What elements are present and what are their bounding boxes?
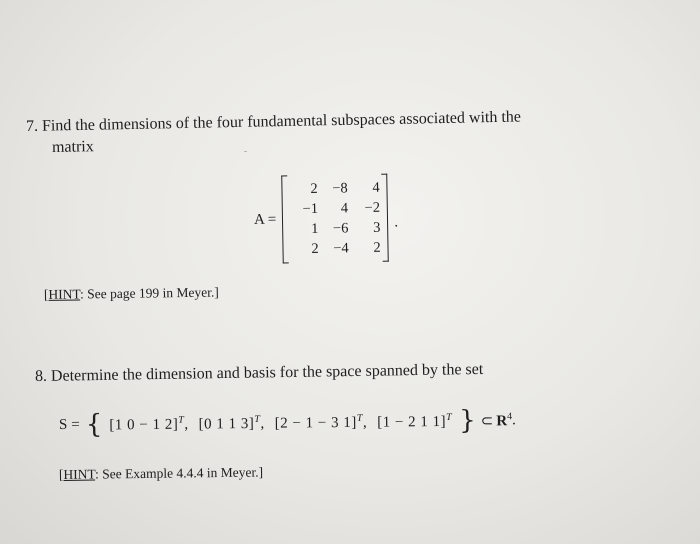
paper-speck [244,151,247,152]
matrix-cell: 2 [311,240,319,257]
hint-word: HINT [48,286,81,302]
matrix-right-bracket [381,174,389,262]
matrix-cell: −1 [302,200,319,218]
open-brace: { [85,409,103,440]
set-s-definition [58,405,516,440]
matrix-cell: −6 [332,220,349,237]
hint-text: : See page 199 in Meyer.] [79,284,219,302]
close-brace: } [459,405,476,436]
matrix-cell: 2 [373,239,381,256]
problem-8-hint [59,465,263,483]
subset-symbol: ⊂ [480,411,494,430]
matrix-cell: 1 [310,220,319,238]
matrix-cell: 4 [372,179,380,196]
hint-word: HINT [63,466,96,482]
matrix-period: . [394,213,399,231]
problem-8-text-line1: Determine the dimension and basis for the space spanned by the set [50,360,484,385]
problem-8-statement [35,361,484,386]
matrix-label: A = [253,211,277,228]
real-space: $R^4$ [496,410,513,429]
matrix-a [253,173,398,263]
problem-8-number: 8. [34,367,48,385]
matrix-cell: −8 [332,180,348,197]
set-end-period: . [512,411,516,428]
matrix-cell: 3 [372,219,381,236]
hint-text: : See Example 4.4.4 in Meyer.] [94,464,264,482]
hint-open-bracket: [ [43,286,49,302]
vector-3: [2 − 1 − 3 1]$^T$, [274,412,368,432]
set-name: S [58,416,68,433]
matrix-cell: −2 [364,199,381,217]
vector-2: [0 1 1 3]$^T$, [198,413,265,433]
matrix-entries [288,178,383,260]
problem-7-hint [44,285,219,303]
vector-1: [1 0 − 1 2]$^T$, [109,414,189,433]
hint-open-bracket: [ [58,466,64,482]
matrix-cell: 2 [310,180,318,198]
matrix-cell: −4 [333,240,349,257]
matrix-cell: 4 [340,200,349,217]
equals-sign: = [71,416,80,433]
vector-4: [1 − 2 1 1]$^T$ [377,411,453,431]
problem-7-statement [26,108,521,135]
problem-7-text-line1: Find the dimensions of the four fundamental subspaces associated with the [41,108,522,135]
problem-7-number: 7. [25,117,39,135]
problem-7-text-line2: matrix [51,138,94,156]
